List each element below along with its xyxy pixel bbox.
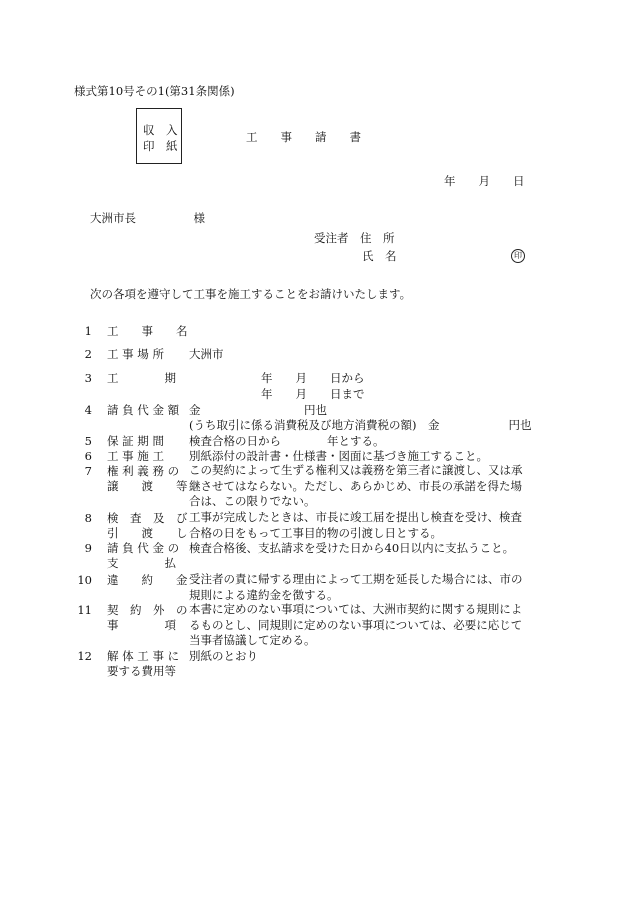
item-number: 9 — [84, 541, 92, 555]
item-label-line2: 要する費用等 — [107, 664, 176, 678]
item-label: 解 体 工 事 に — [107, 649, 180, 663]
item-label: 工 事 場 所 — [107, 347, 164, 361]
item-number: 12 — [77, 649, 92, 663]
item-label-line2: 引 渡 し — [107, 526, 188, 540]
addressee: 大洲市長 様 — [90, 211, 205, 225]
period-from: 年 月 日から — [261, 371, 365, 385]
item-content: 検査合格後、支払請求を受けた日から40日以内に支払うこと。 — [189, 541, 515, 555]
date-line: 年 月 日 — [444, 174, 525, 188]
item-content: 大洲市 — [189, 347, 224, 361]
item-label: 請 負 代 金 の — [107, 541, 180, 555]
item-content: 受注者の責に帰する理由によって工期を延長した場合には、市の規則による違約金を徴する。 — [189, 572, 523, 602]
intro-text: 次の各項を遵守して工事を施工することをお請けいたします。 — [90, 287, 412, 301]
item-number: 8 — [84, 511, 92, 525]
item-content: 別紙のとおり — [189, 649, 258, 663]
item-number: 2 — [84, 347, 92, 361]
item-label: 請 負 代 金 額 — [107, 403, 180, 417]
revenue-stamp-box — [136, 108, 182, 164]
document-title: 工 事 請 書 — [246, 130, 361, 144]
item-label: 工 期 — [107, 371, 176, 385]
item-content: 工事が完成したときは、市長に竣工届を提出し検査を受け、検査合格の日をもって工事目的物の引渡し日とする。 — [189, 510, 523, 540]
item-label: 保 証 期 間 — [107, 434, 164, 448]
item-number: 11 — [77, 603, 92, 617]
item-label: 検 査 及 び — [107, 511, 188, 525]
item-number: 1 — [84, 324, 92, 338]
stamp-box-line1: 収 入 — [143, 123, 178, 137]
tax-amount: (うち取引に係る消費税及び地方消費税の額) 金 円也 — [189, 418, 532, 432]
item-number: 6 — [84, 449, 92, 463]
item-content: 検査合格の日から 年とする。 — [189, 434, 385, 448]
item-number: 4 — [84, 403, 92, 417]
item-content: この契約によって生ずる権利又は義務を第三者に譲渡し、又は承継させてはならない。ただし、あらかじめ、市長の承諾を得た場合は、この限りでない。 — [189, 463, 523, 508]
contractor-name-label: 氏 名 — [362, 249, 397, 263]
contract-amount: 金 円也 — [189, 403, 327, 417]
item-content: 本書に定めのない事項については、大洲市契約に関する規則によるものとし、同規則に定めのない事項については、必要に応じて当事者協議して定める。 — [189, 602, 523, 647]
item-label-line2: 事 項 — [107, 618, 176, 632]
item-number: 10 — [77, 573, 92, 587]
item-number: 3 — [84, 371, 92, 385]
item-label: 工 事 施 工 — [107, 449, 164, 463]
seal-mark: 印 — [511, 249, 525, 263]
item-label: 契 約 外 の — [107, 603, 188, 617]
item-number: 5 — [84, 434, 92, 448]
item-label: 権 利 義 務 の — [107, 464, 180, 478]
period-to: 年 月 日まで — [261, 387, 365, 401]
form-number: 様式第10号その1(第31条関係) — [74, 84, 235, 98]
item-label: 工 事 名 — [107, 324, 188, 338]
item-label: 違 約 金 — [107, 573, 188, 587]
item-number: 7 — [84, 464, 92, 478]
item-label-line2: 支 払 — [107, 556, 176, 570]
contractor-address-label: 受注者 住 所 — [314, 231, 395, 245]
item-label-line2: 譲 渡 等 — [107, 479, 188, 493]
item-content: 別紙添付の設計書・仕様書・図面に基づき施工すること。 — [189, 449, 488, 463]
stamp-box-line2: 印 紙 — [143, 139, 178, 153]
